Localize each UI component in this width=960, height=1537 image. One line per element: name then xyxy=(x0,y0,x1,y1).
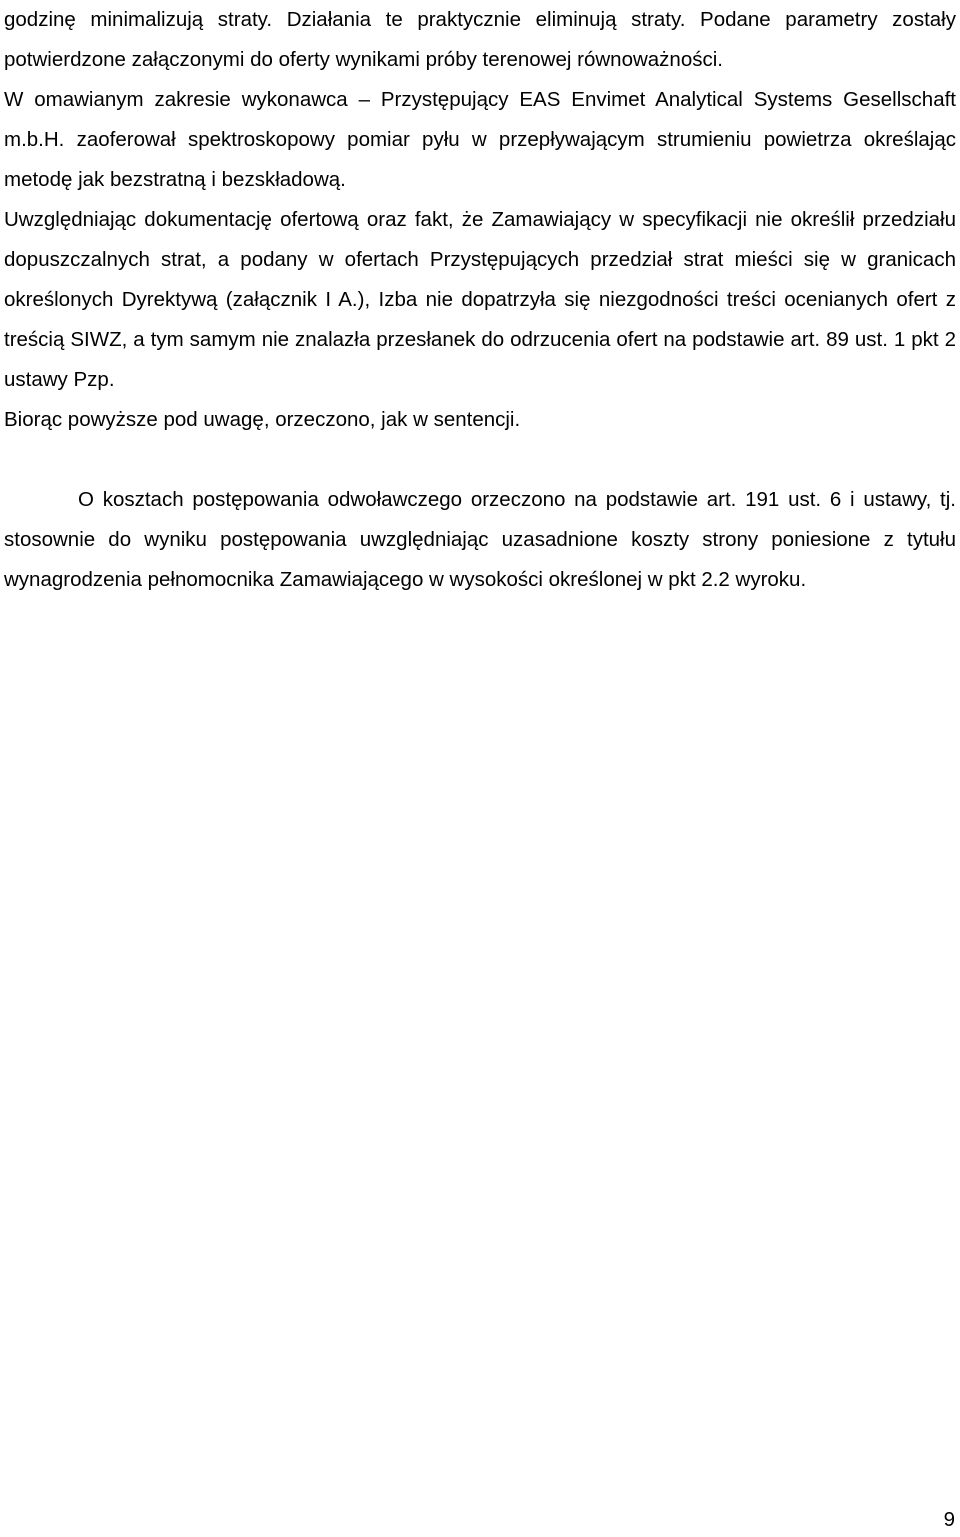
document-body xyxy=(4,0,956,600)
paragraph-contractor-offer: W omawianym zakresie wykonawca – Przystępujący EAS Envimet Analytical Systems Gesellschaft m.b.H. zaoferował spektroskopowy pomiar pyłu w przepływającym strumieniu powietrza określając metodę jak bezstratną i bezskładową. xyxy=(4,88,956,191)
page-number: 9 xyxy=(943,1508,955,1531)
paragraph-spacer xyxy=(4,440,956,480)
paragraph-costs: O kosztach postępowania odwoławczego orzeczono na podstawie art. 191 ust. 6 i ustawy, tj. stosownie do wyniku postępowania uwzględniając uzasadnione koszty strony poniesione z tytułu wynagrodzenia pełnomocnika Zamawiającego w wysokości określonej w pkt 2.2 wyroku. xyxy=(4,488,956,591)
paragraph-conclusion: Biorąc powyższe pod uwagę, orzeczono, jak w sentencji. xyxy=(4,408,521,431)
paragraph-assessment: Uwzględniając dokumentację ofertową oraz fakt, że Zamawiający w specyfikacji nie określił przedziału dopuszczalnych strat, a podany w ofertach Przystępujących przedział strat mieści się w granicach określonych Dyrektywą (załącznik I A.), Izba nie dopatrzyła się niezgodności treści ocenianych ofert z treścią SIWZ, a tym samym nie znalazła przesłanek do odrzucenia ofert na podstawie art. 89 ust. 1 pkt 2 ustawy Pzp. xyxy=(4,208,956,391)
paragraph-parameters: godzinę minimalizują straty. Działania te praktycznie eliminują straty. Podane parametry zostały potwierdzone załączonymi do oferty wynikami próby terenowej równoważności. xyxy=(4,8,956,71)
